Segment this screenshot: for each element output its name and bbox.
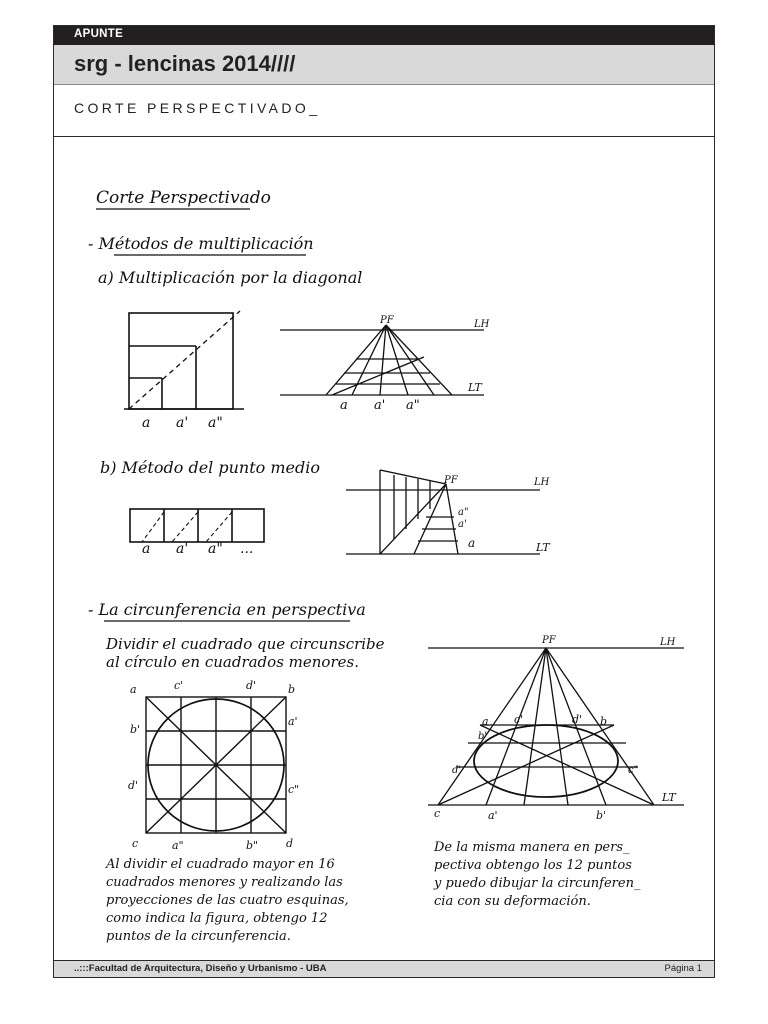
document-page — [53, 25, 715, 978]
label-a: a — [142, 415, 151, 431]
perspective-midpoint-figure — [346, 470, 540, 554]
right-paragraph — [433, 840, 641, 909]
label-p3-d-prime-2: d' — [452, 765, 462, 776]
circle-in-square-figure — [146, 697, 286, 833]
diagonal-squares-figure — [124, 311, 244, 409]
left-paragraph — [105, 857, 349, 944]
label-c-b: b — [288, 683, 296, 696]
label-lt-3: LT — [662, 791, 676, 804]
para-left-4: como indica la figura, obtengo 12 — [106, 911, 328, 926]
top-label-bar — [54, 26, 714, 45]
method-b-heading: b) Método del punto medio — [100, 458, 320, 477]
label-p3-c-prime: c' — [514, 713, 524, 726]
perspective-diagonal-figure — [280, 325, 484, 395]
label-c-d: d — [286, 837, 294, 850]
label-b-dots: ... — [240, 541, 254, 557]
doc-type-label: APUNTE — [74, 28, 124, 40]
label-b-a-prime: a' — [176, 541, 189, 557]
midpoint-squares-figure — [130, 509, 264, 542]
label-c-a-prime: a' — [288, 715, 298, 728]
label-pf-2: PF — [444, 475, 458, 486]
label-b-a: a — [142, 541, 151, 557]
label-lt-2: LT — [536, 541, 550, 554]
label-c-a: a — [130, 683, 137, 696]
label-a-double: a" — [208, 415, 223, 431]
label-a-double-p1: a" — [406, 398, 420, 413]
handwritten-notes-sketch — [54, 137, 714, 961]
para-left-3: proyecciones de las cuatro esquinas, — [106, 893, 349, 908]
section-multiplication: - Métodos de multiplicación — [88, 234, 314, 253]
instruction-line-2: al círculo en cuadrados menores. — [106, 653, 359, 671]
label-p3-b: b — [600, 715, 608, 728]
footer-page-number: Página 1 — [664, 963, 702, 974]
para-right-3: y puedo dibujar la circunferen_ — [434, 876, 641, 891]
label-p2-a-double: a" — [458, 507, 469, 518]
subtitle-bar — [54, 85, 714, 137]
section-circle: - La circunferencia en perspectiva — [88, 600, 366, 619]
para-right-4: cia con su deformación. — [434, 894, 591, 909]
label-c-b-prime: b' — [130, 723, 141, 736]
label-p2-a: a — [468, 536, 476, 550]
label-c-c-double: c" — [288, 783, 300, 796]
notes-heading: Corte Perspectivado — [96, 188, 271, 208]
instruction-line-1: Dividir el cuadrado que circunscribe — [106, 635, 385, 653]
label-a-prime: a' — [176, 415, 189, 431]
label-p3-a-prime: a' — [488, 809, 498, 822]
label-lh-2: LH — [534, 477, 550, 488]
label-pf-1: PF — [380, 315, 394, 326]
label-pf-3: PF — [542, 635, 556, 646]
para-right-1: De la misma manera en pers_ — [434, 840, 630, 855]
label-c-c: c — [132, 837, 139, 850]
label-c-b-double: b" — [246, 839, 259, 852]
label-p2-a-prime: a' — [458, 519, 467, 530]
label-c-d-prime: d' — [246, 679, 257, 692]
label-p3-c: c — [434, 807, 441, 820]
label-lt-1: LT — [468, 381, 482, 394]
label-b-a-double: a" — [208, 541, 223, 557]
para-left-5: puntos de la circunferencia. — [106, 929, 291, 944]
label-p3-d-prime: d' — [572, 713, 583, 726]
label-p3-c-double: c" — [628, 765, 639, 776]
label-lh-3: LH — [660, 637, 676, 648]
title-bar — [54, 45, 714, 85]
label-a-p1: a — [340, 398, 348, 413]
label-p3-b-prime-2: b' — [596, 809, 607, 822]
label-a-prime-p1: a' — [374, 398, 386, 413]
label-p3-a: a — [482, 715, 489, 728]
page-subtitle: CORTE PERSPECTIVADO_ — [74, 100, 321, 116]
label-p3-b-prime: b' — [478, 731, 488, 742]
page-title: srg - lencinas 2014//// — [74, 51, 296, 76]
method-a-heading: a) Multiplicación por la diagonal — [98, 268, 363, 287]
perspective-circle-figure — [428, 648, 684, 805]
label-c-c-prime: c' — [174, 679, 184, 692]
label-lh-1: LH — [474, 319, 490, 330]
page-footer — [54, 960, 714, 977]
para-right-2: pectiva obtengo los 12 puntos — [434, 858, 632, 873]
footer-institution: ..:::Facultad de Arquitectura, Diseño y Urbanismo - UBA — [74, 963, 327, 974]
label-c-d-prime-2: d' — [128, 779, 139, 792]
para-left-2: cuadrados menores y realizando las — [106, 875, 343, 890]
para-left-1: Al dividir el cuadrado mayor en 16 — [106, 857, 335, 872]
label-c-a-double: a" — [172, 839, 184, 852]
